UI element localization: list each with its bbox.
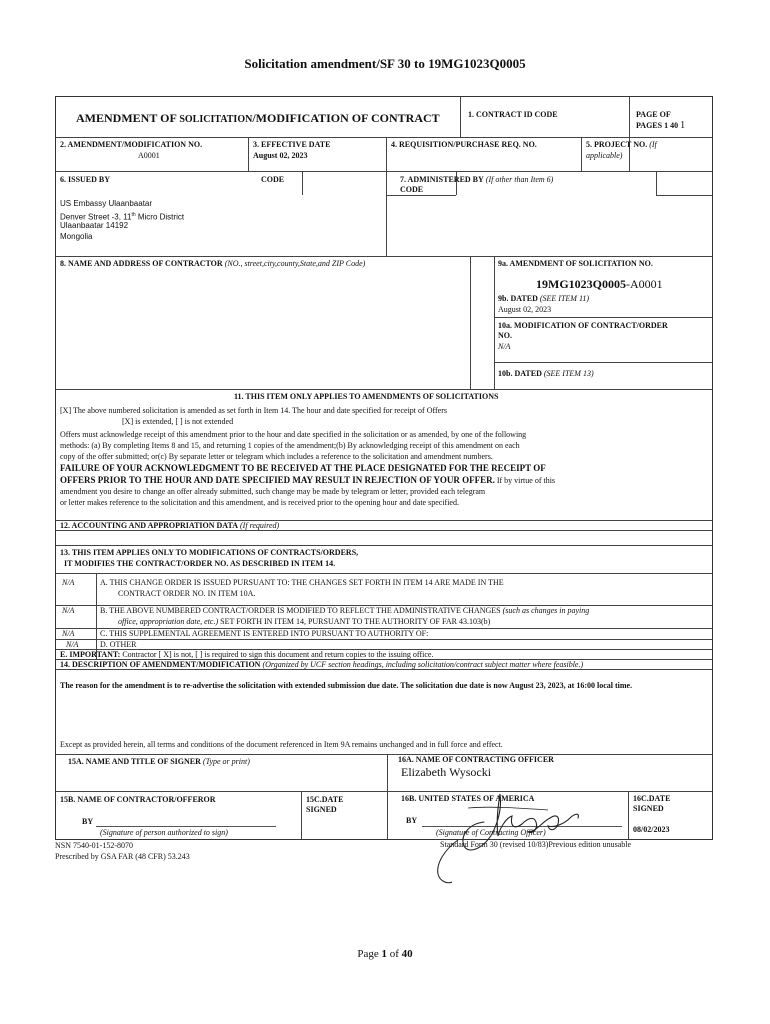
amendment-no-value: A0001	[138, 151, 160, 160]
terms-unchanged-text: Except as provided herein, all terms and conditions of the document referenced in Item 9A remains unchanged and in full force and effect.	[60, 740, 503, 749]
effective-date-value: August 02, 2023	[253, 151, 308, 160]
item11-heading: 11. THIS ITEM ONLY APPLIES TO AMENDMENTS OF SOLICITATIONS	[234, 392, 499, 401]
modification-10a-label-2: NO.	[498, 331, 512, 340]
dated-9b-label: 9b. DATED (SEE ITEM 11)	[498, 294, 590, 303]
modification-10a-value: N/A	[498, 342, 511, 351]
modification-10a-label: 10a. MODIFICATION OF CONTRACT/ORDER	[498, 321, 668, 330]
item13b-text: B. THE ABOVE NUMBERED CONTRACT/ORDER IS MODIFIED TO REFLECT THE ADMINISTRATIVE CHANGES (such as changes in paying	[100, 606, 590, 615]
item13b-mark: N/A	[62, 606, 75, 615]
contractor-signature-note: (Signature of person authorized to sign)	[100, 828, 228, 837]
issued-code-label: CODE	[261, 175, 285, 184]
issuer-city: Ulaanbaatar 14192	[60, 221, 129, 230]
item13d-text: D. OTHER	[100, 640, 137, 649]
officer-signature-note: (Signature of Contracting Officer)	[436, 828, 546, 837]
administered-code-label: CODE	[400, 185, 424, 194]
item11-line5: copy of the offer submitted; or(c) By separate letter or telegram which includes a reference to the solicitation and amendment numbers.	[60, 452, 493, 461]
prescribed-by: Prescribed by GSA FAR (48 CFR) 53.243	[55, 852, 190, 861]
item11-line2: [X] is extended, [ ] is not extended	[122, 417, 234, 426]
contract-id-label: 1. CONTRACT ID CODE	[468, 110, 558, 119]
item13b-text2: office, appropriation date, etc.) SET FORTH IN ITEM 14, PURSUANT TO THE AUTHORITY OF FAR 43.103(b)	[118, 617, 491, 626]
contractor-by-label: BY	[82, 817, 94, 826]
officer-by-label: BY	[406, 816, 418, 825]
item13a-text2: CONTRACT ORDER NO. IN ITEM 10A.	[118, 589, 256, 598]
amendment-no-label: 2. AMENDMENT/MODIFICATION NO.	[60, 140, 203, 149]
item13c-text: C. THIS SUPPLEMENTAL AGREEMENT IS ENTERED INTO PURSUANT TO AUTHORITY OF:	[100, 629, 429, 638]
contractor-offeror-label: 15B. NAME OF CONTRACTOR/OFFEROR	[60, 795, 216, 804]
item13-line2: IT MODIFIES THE CONTRACT/ORDER NO. AS DESCRIBED IN ITEM 14.	[64, 559, 336, 568]
pages-label: PAGES 1 40 1	[636, 120, 686, 131]
signer-name-label: 15A. NAME AND TITLE OF SIGNER (Type or print)	[68, 757, 250, 766]
requisition-label: 4. REQUISITION/PURCHASE REQ. NO.	[391, 140, 537, 149]
contractor-date-label-2: SIGNED	[306, 805, 337, 814]
amendment-description: The reason for the amendment is to re-advertise the solicitation with extended submission due date. The solicitation due date is now August 23, 2023, at 16:00 local time.	[60, 681, 633, 690]
page-label: PAGE OF	[636, 110, 671, 119]
signature-image	[418, 778, 608, 888]
item14-label: 14. DESCRIPTION OF AMENDMENT/MODIFICATION (Organized by UCF section headings, including solicitation/contract subject matter where feasible.)	[60, 660, 584, 669]
item11-line9: or letter makes reference to the solicitation and this amendment, and is received prior to the opening hour and date specified.	[60, 498, 459, 507]
item13d-mark: N/A	[66, 640, 79, 649]
item11-line6: FAILURE OF YOUR ACKNOWLEDGMENT TO BE RECEIVED AT THE PLACE DESIGNATED FOR THE RECEIPT OF	[60, 463, 546, 473]
dated-9b-value: August 02, 2023	[498, 305, 552, 314]
page-number: Page 1 of 40	[357, 948, 413, 960]
officer-date-label-2: SIGNED	[633, 804, 664, 813]
contracting-officer-label: 16A. NAME OF CONTRACTING OFFICER	[398, 755, 554, 764]
item13a-text: A. THIS CHANGE ORDER IS ISSUED PURSUANT TO: THE CHANGES SET FORTH IN ITEM 14 ARE MADE IN THE	[100, 578, 504, 587]
contractor-label: 8. NAME AND ADDRESS OF CONTRACTOR (NO., street,city,county,State,and ZIP Code)	[60, 259, 366, 268]
amendment-solicitation-label: 9a. AMENDMENT OF SOLICITATION NO.	[498, 259, 653, 268]
item13-line1: 13. THIS ITEM APPLIES ONLY TO MODIFICATIONS OF CONTRACTS/ORDERS,	[60, 548, 359, 557]
item11-line3: Offers must acknowledge receipt of this amendment prior to the hour and date specified in the solicitation or as amended, by one of the following	[60, 430, 527, 439]
item13a-mark: N/A	[62, 578, 75, 587]
contractor-date-label: 15C.DATE	[306, 795, 344, 804]
issuer-country: Mongolia	[60, 232, 93, 241]
officer-date-value: 08/02/2023	[633, 825, 670, 834]
item11-line1: [X] The above numbered solicitation is amended as set forth in Item 14. The hour and date specified for receipt of Offers	[60, 406, 447, 415]
dated-10b-label: 10b. DATED (SEE ITEM 13)	[498, 369, 594, 378]
item-e-important: E. IMPORTANT: Contractor [ X] is not, [ ] is required to sign this document and return copies to the issuing office.	[60, 650, 434, 659]
issuer-street: Denver Street -3, 11th Micro District	[60, 212, 185, 222]
document-title: Solicitation amendment/SF 30 to 19MG1023Q0005	[244, 56, 526, 71]
issuer-name: US Embassy Ulaanbaatar	[60, 199, 153, 208]
administered-by-label: 7. ADMINISTERED BY (If other than Item 6)	[400, 175, 554, 184]
officer-date-label: 16C.DATE	[633, 794, 671, 803]
item11-line4: methods: (a) By completing Items 8 and 15, and returning 1 copies of the amendment;(b) By acknowledging receipt of this amendment on each	[60, 441, 520, 450]
item12-label: 12. ACCOUNTING AND APPROPRIATION DATA (If required)	[60, 521, 280, 530]
item11-line8: amendment you desire to change an offer already submitted, such change may be made by telegram or letter, provided each telegram	[60, 487, 486, 496]
item13c-mark: N/A	[62, 629, 75, 638]
nsn-number: NSN 7540-01-152-8070	[55, 841, 133, 850]
contracting-officer-name: Elizabeth Wysocki	[401, 765, 492, 779]
standard-form-note: Standard Form 30 (revised 10/83)Previous edition unusable	[440, 840, 632, 849]
project-no-label: 5. PROJECT NO. (If	[586, 140, 657, 149]
solicitation-number: 19MG1023Q0005-A0001	[536, 277, 663, 291]
sf30-form	[55, 96, 713, 840]
item11-line7: OFFERS PRIOR TO THE HOUR AND DATE SPECIFIED MAY RESULT IN REJECTION OF YOUR OFFER. If by virtue of this	[60, 475, 556, 485]
effective-date-label: 3. EFFECTIVE DATE	[253, 140, 331, 149]
usa-label: 16B. UNITED STATES OF AMERICA	[401, 794, 535, 803]
project-no-note: applicable)	[586, 151, 623, 160]
form-title: AMENDMENT OF SOLICITATION/MODIFICATION OF CONTRACT	[76, 111, 440, 125]
issued-by-label: 6. ISSUED BY	[60, 175, 111, 184]
